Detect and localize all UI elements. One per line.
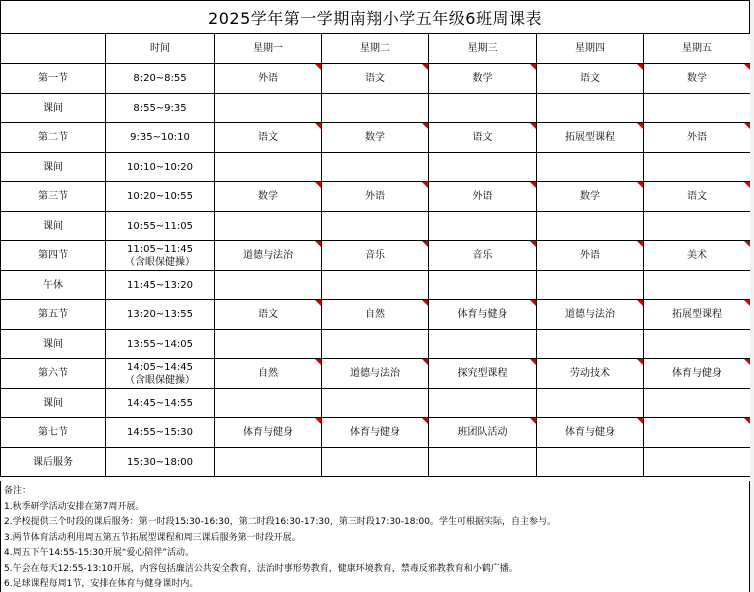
- header-cell[interactable]: 星期二: [322, 34, 429, 64]
- subject-cell[interactable]: [429, 212, 537, 241]
- comment-flag-icon[interactable]: [530, 123, 536, 129]
- header-cell[interactable]: 星期一: [215, 34, 322, 64]
- subject-cell[interactable]: [644, 448, 751, 477]
- subject-cell[interactable]: [644, 182, 751, 212]
- note-line: 备注：: [4, 486, 32, 496]
- comment-flag-icon[interactable]: [530, 418, 536, 424]
- subject-cell[interactable]: [644, 300, 751, 330]
- table-row: [1, 123, 751, 153]
- subject-text: 语文: [687, 191, 707, 202]
- header-cell[interactable]: 星期五: [644, 34, 751, 64]
- subject-cell[interactable]: [322, 300, 429, 330]
- subject-cell[interactable]: [644, 330, 751, 359]
- subject-text: 语文: [580, 73, 600, 84]
- subject-cell[interactable]: [644, 64, 751, 94]
- time-cell[interactable]: [106, 330, 215, 359]
- period-label-cell[interactable]: 第一节: [1, 64, 106, 94]
- subject-cell[interactable]: [322, 330, 429, 359]
- period-label-cell[interactable]: 第六节: [1, 359, 106, 389]
- time-text: 9:35~10:10: [130, 132, 190, 143]
- time-cell[interactable]: [106, 153, 215, 182]
- subject-cell[interactable]: [644, 359, 751, 389]
- subject-text: 探究型课程: [457, 368, 508, 379]
- note-line: 1.秋季研学活动安排在第7周开展。: [4, 501, 145, 512]
- time-cell[interactable]: [106, 64, 215, 94]
- subject-text: 外语: [687, 132, 707, 143]
- time-cell[interactable]: [106, 182, 215, 212]
- time-cell[interactable]: [106, 300, 215, 330]
- subject-cell[interactable]: [429, 359, 537, 389]
- subject-text: 道德与法治: [350, 368, 400, 379]
- time-text: 14:05~14:45: [126, 361, 193, 373]
- subject-text: 外语: [365, 191, 385, 202]
- subject-cell[interactable]: [644, 241, 751, 271]
- note-line: 6.足球课程每周1节，安排在体育与健身课时内。: [4, 579, 199, 589]
- time-cell[interactable]: [106, 418, 215, 448]
- header-row: [1, 34, 751, 64]
- subject-cell[interactable]: [322, 64, 429, 94]
- period-label-cell[interactable]: 第五节: [1, 300, 106, 330]
- comment-flag-icon[interactable]: [422, 64, 428, 70]
- subject-text: 拓展型课程: [565, 132, 615, 143]
- time-text: 14:55~15:30: [126, 427, 193, 438]
- table-row: [1, 153, 751, 182]
- time-text: 10:20~10:55: [126, 191, 193, 202]
- subject-cell[interactable]: [215, 300, 322, 330]
- subject-text: 拓展型课程: [672, 309, 722, 320]
- table-row: [1, 330, 751, 359]
- comment-flag-icon[interactable]: [530, 182, 536, 188]
- period-label-cell[interactable]: 课后服务: [1, 448, 106, 477]
- subject-cell[interactable]: [215, 241, 322, 271]
- period-label-cell[interactable]: 课间: [1, 94, 106, 123]
- note-line: 5.午会在每天12:55-13:10开展，内容包括廉洁公共安全教育，法治时事形势教育，健康环境教育，禁毒反邪教教育和小鹤广播。: [4, 563, 518, 574]
- comment-flag-icon[interactable]: [637, 241, 643, 247]
- subject-cell[interactable]: [215, 64, 322, 94]
- subject-cell[interactable]: [322, 448, 429, 477]
- subject-cell[interactable]: [429, 448, 537, 477]
- subject-cell[interactable]: [537, 359, 644, 389]
- period-label-cell[interactable]: 课间: [1, 389, 106, 418]
- time-text: 11:45~13:20: [126, 279, 193, 291]
- subject-cell[interactable]: [215, 123, 322, 153]
- comment-flag-icon[interactable]: [530, 64, 536, 70]
- period-label-cell[interactable]: 第三节: [1, 182, 106, 212]
- comment-flag-icon[interactable]: [637, 182, 643, 188]
- comment-flag-icon[interactable]: [315, 241, 321, 247]
- header-cell[interactable]: [1, 34, 106, 64]
- comment-flag-icon[interactable]: [315, 123, 321, 129]
- time-cell[interactable]: [106, 389, 215, 418]
- subject-cell[interactable]: [429, 389, 537, 418]
- subject-cell[interactable]: [322, 153, 429, 182]
- subject-text: 语文: [365, 73, 385, 84]
- subject-cell[interactable]: [322, 241, 429, 271]
- subject-cell[interactable]: [215, 389, 322, 418]
- subject-cell[interactable]: [322, 182, 429, 212]
- subject-text: 数学: [687, 73, 707, 84]
- subject-text: 体育与健身: [350, 427, 400, 438]
- time-text: 14:45~14:55: [126, 397, 193, 409]
- subject-text: 音乐: [365, 250, 385, 261]
- time-cell[interactable]: [106, 94, 215, 123]
- time-cell[interactable]: [106, 448, 215, 477]
- subject-cell[interactable]: [644, 418, 751, 448]
- subject-cell[interactable]: [537, 241, 644, 271]
- comment-flag-icon[interactable]: [530, 241, 536, 247]
- subject-cell[interactable]: [537, 271, 644, 300]
- time-cell[interactable]: [106, 241, 215, 271]
- table-row: [1, 94, 751, 123]
- subject-text: 外语: [580, 250, 600, 261]
- time-cell[interactable]: [106, 212, 215, 241]
- table-row: [1, 448, 751, 477]
- table-row: [1, 389, 751, 418]
- comment-flag-icon[interactable]: [315, 359, 321, 365]
- comment-flag-icon[interactable]: [530, 359, 536, 365]
- subject-text: 语文: [258, 132, 278, 143]
- comment-flag-icon[interactable]: [422, 300, 428, 306]
- time-text: 15:30~18:00: [126, 456, 193, 468]
- subject-text: 数学: [472, 73, 493, 84]
- time-text: （含眼保健操）: [125, 256, 195, 268]
- time-text: 8:20~8:55: [133, 73, 187, 84]
- subject-text: 语文: [472, 132, 493, 143]
- subject-text: 外语: [258, 73, 278, 84]
- comment-flag-icon[interactable]: [315, 418, 321, 424]
- subject-cell[interactable]: [322, 389, 429, 418]
- subject-cell[interactable]: [322, 123, 429, 153]
- subject-cell[interactable]: [322, 418, 429, 448]
- subject-cell[interactable]: [644, 123, 751, 153]
- header-cell[interactable]: 星期三: [429, 34, 537, 64]
- header-cell[interactable]: 星期四: [537, 34, 644, 64]
- subject-cell[interactable]: [429, 94, 537, 123]
- subject-text: 自然: [258, 368, 278, 379]
- subject-text: 道德与法治: [243, 250, 293, 261]
- time-cell[interactable]: [106, 359, 215, 389]
- subject-cell[interactable]: [537, 448, 644, 477]
- comment-flag-icon[interactable]: [422, 182, 428, 188]
- comment-flag-icon[interactable]: [315, 182, 321, 188]
- subject-text: 外语: [472, 191, 493, 202]
- subject-cell[interactable]: [537, 94, 644, 123]
- subject-cell[interactable]: [644, 153, 751, 182]
- subject-text: 体育与健身: [565, 427, 615, 438]
- time-cell[interactable]: [106, 271, 215, 300]
- subject-cell[interactable]: [644, 212, 751, 241]
- table-row: [1, 241, 751, 271]
- comment-flag-icon[interactable]: [637, 123, 643, 129]
- time-text: 13:20~13:55: [126, 309, 193, 320]
- table-row: [1, 359, 751, 389]
- time-text: 8:55~9:35: [133, 102, 187, 114]
- note-line: 4.周五下午14:55-15:30开展“爱心陪伴”活动。: [4, 548, 195, 558]
- time-text: 10:10~10:20: [126, 161, 193, 173]
- subject-text: 语文: [258, 309, 278, 320]
- note-line: 3.两节体育活动利用周五第五节拓展型课程和周三课后服务第一时段开展。: [4, 532, 301, 543]
- subject-cell[interactable]: [322, 212, 429, 241]
- subject-cell[interactable]: [429, 271, 537, 300]
- subject-cell[interactable]: [537, 182, 644, 212]
- period-label-cell[interactable]: 第四节: [1, 241, 106, 271]
- subject-text: 数学: [365, 132, 385, 143]
- table-row: [1, 182, 751, 212]
- subject-text: 体育与健身: [457, 309, 508, 320]
- time-text: （含眼保健操）: [125, 374, 195, 386]
- table-row: [1, 64, 751, 94]
- subject-cell[interactable]: [537, 153, 644, 182]
- subject-text: 道德与法治: [565, 309, 615, 320]
- subject-cell[interactable]: [644, 94, 751, 123]
- comment-flag-icon[interactable]: [530, 300, 536, 306]
- comment-flag-icon[interactable]: [637, 359, 643, 365]
- comment-flag-icon[interactable]: [422, 418, 428, 424]
- comment-flag-icon[interactable]: [637, 64, 643, 70]
- subject-cell[interactable]: [215, 212, 322, 241]
- subject-cell[interactable]: [215, 182, 322, 212]
- subject-text: 体育与健身: [672, 368, 722, 379]
- table-row: [1, 271, 751, 300]
- subject-text: 数学: [580, 191, 600, 202]
- subject-cell[interactable]: [537, 123, 644, 153]
- subject-cell[interactable]: [215, 448, 322, 477]
- period-label-cell[interactable]: 课间: [1, 212, 106, 241]
- subject-cell[interactable]: [322, 359, 429, 389]
- subject-cell[interactable]: [537, 330, 644, 359]
- subject-cell[interactable]: [215, 359, 322, 389]
- subject-cell[interactable]: [429, 300, 537, 330]
- time-text: 10:55~11:05: [126, 220, 193, 232]
- table-row: [1, 212, 751, 241]
- period-label-cell[interactable]: 第二节: [1, 123, 106, 153]
- subject-cell[interactable]: [322, 94, 429, 123]
- subject-cell[interactable]: [537, 300, 644, 330]
- header-cell[interactable]: 时间: [106, 34, 215, 64]
- sheet-title[interactable]: 2025学年第一学期南翔小学五年级6班周课表: [0, 0, 750, 33]
- subject-cell[interactable]: [322, 271, 429, 300]
- subject-cell[interactable]: [429, 153, 537, 182]
- subject-text: 美术: [687, 250, 707, 261]
- subject-cell[interactable]: [429, 64, 537, 94]
- subject-cell[interactable]: [215, 330, 322, 359]
- subject-cell[interactable]: [215, 153, 322, 182]
- period-label-cell[interactable]: 课间: [1, 330, 106, 359]
- subject-cell[interactable]: [429, 418, 537, 448]
- comment-flag-icon[interactable]: [315, 64, 321, 70]
- subject-text: 班团队活动: [457, 427, 508, 438]
- note-line: 2.学校提供三个时段的课后服务：第一时段15:30-16:30，第二时段16:30-17:30，第三时段17:30-18:00。学生可根据实际，自主参与。: [4, 517, 556, 527]
- table-row: [1, 418, 751, 448]
- comment-flag-icon[interactable]: [422, 241, 428, 247]
- subject-text: 音乐: [472, 250, 493, 261]
- subject-cell[interactable]: [537, 389, 644, 418]
- subject-text: 体育与健身: [243, 427, 293, 438]
- subject-text: 数学: [258, 191, 278, 202]
- subject-cell[interactable]: [215, 418, 322, 448]
- subject-cell[interactable]: [215, 94, 322, 123]
- time-cell[interactable]: [106, 123, 215, 153]
- subject-cell[interactable]: [644, 271, 751, 300]
- subject-text: 自然: [365, 309, 385, 320]
- subject-cell[interactable]: [537, 212, 644, 241]
- notes-section[interactable]: [0, 481, 750, 592]
- timetable-grid: [0, 33, 751, 477]
- comment-flag-icon[interactable]: [315, 300, 321, 306]
- comment-flag-icon[interactable]: [422, 123, 428, 129]
- subject-cell[interactable]: [537, 418, 644, 448]
- period-label-cell[interactable]: 午休: [1, 271, 106, 300]
- table-row: [1, 300, 751, 330]
- subject-cell[interactable]: [429, 330, 537, 359]
- subject-text: 劳动技术: [570, 368, 610, 379]
- comment-flag-icon[interactable]: [637, 418, 643, 424]
- subject-cell[interactable]: [537, 64, 644, 94]
- comment-flag-icon[interactable]: [637, 300, 643, 306]
- time-text: 13:55~14:05: [126, 338, 193, 350]
- subject-cell[interactable]: [429, 241, 537, 271]
- period-label-cell[interactable]: 课间: [1, 153, 106, 182]
- subject-cell[interactable]: [215, 271, 322, 300]
- subject-cell[interactable]: [644, 389, 751, 418]
- sheet-scroll-edge[interactable]: [750, 0, 754, 592]
- subject-cell[interactable]: [429, 123, 537, 153]
- subject-cell[interactable]: [429, 182, 537, 212]
- comment-flag-icon[interactable]: [422, 359, 428, 365]
- time-text: 11:05~11:45: [126, 243, 193, 255]
- period-label-cell[interactable]: 第七节: [1, 418, 106, 448]
